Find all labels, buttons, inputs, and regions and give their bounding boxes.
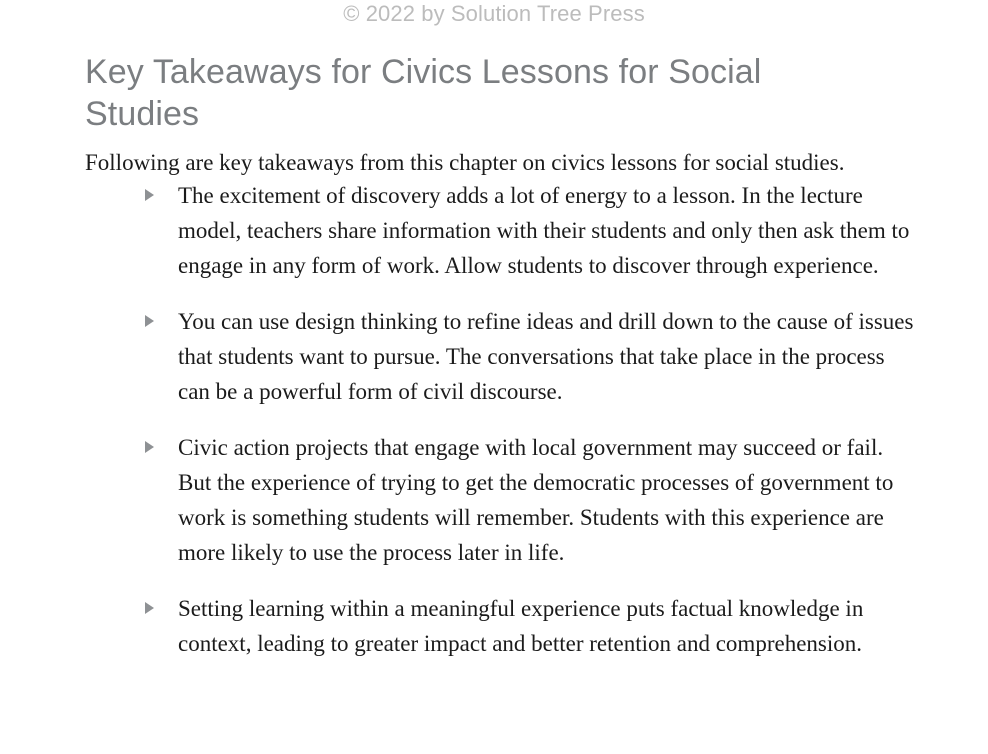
takeaways-list bbox=[85, 178, 945, 661]
list-item-text: Setting learning within a meaningful experience puts factual knowledge in context, leading to greater impact and better retention and comprehension. bbox=[178, 596, 864, 656]
list-item bbox=[85, 591, 945, 661]
intro-paragraph: Following are key takeaways from this chapter on civics lessons for social studies. bbox=[85, 150, 845, 175]
list-item bbox=[85, 430, 945, 570]
list-item bbox=[85, 178, 945, 283]
triangle-right-icon bbox=[145, 189, 154, 201]
page-title: Key Takeaways for Civics Lessons for Social Studies bbox=[85, 52, 762, 133]
list-item-text: The excitement of discovery adds a lot of energy to a lesson. In the lecture model, teachers share information with their students and only then ask them to engage in any form of work. Allow students to discover through experience. bbox=[178, 183, 910, 278]
copyright-notice: © 2022 by Solution Tree Press bbox=[343, 1, 645, 26]
list-item-text: Civic action projects that engage with local government may succeed or fail. But the experience of trying to get the democratic processes of government to work is something students will remember. Students with this experience are more likely to use the process later in life. bbox=[178, 435, 894, 565]
list-item-text: You can use design thinking to refine ideas and drill down to the cause of issues that students want to pursue. The conversations that take place in the process can be a powerful form of civil discourse. bbox=[178, 309, 914, 404]
triangle-right-icon bbox=[145, 315, 154, 327]
triangle-right-icon bbox=[145, 602, 154, 614]
list-item bbox=[85, 304, 945, 409]
triangle-right-icon bbox=[145, 441, 154, 453]
